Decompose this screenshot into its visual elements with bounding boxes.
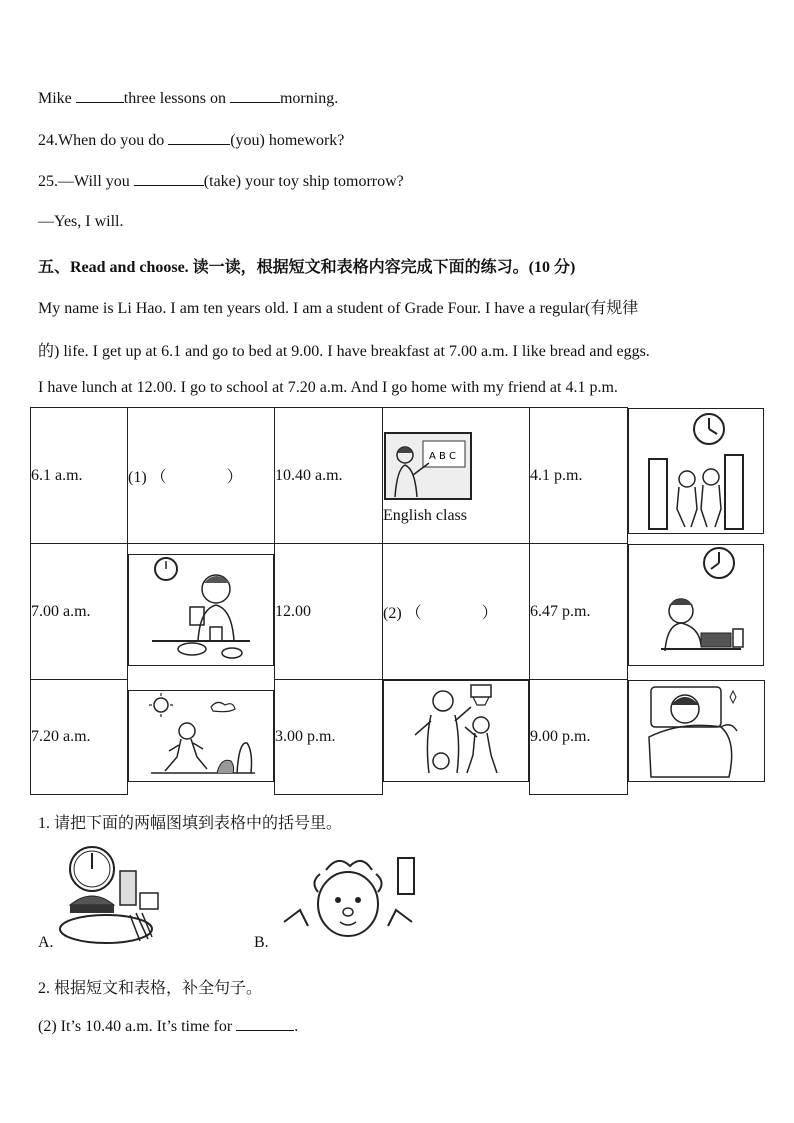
- passage-line-2: 的) life. I get up at 6.1 and go to bed at 9.00. I have breakfast at 7.00 a.m. I like bread and eggs.: [38, 343, 650, 360]
- going-to-school-picture: [141, 691, 261, 781]
- sleeping-picture: [641, 681, 751, 781]
- question-1: 1. 请把下面的两幅图填到表格中的括号里。: [38, 815, 343, 832]
- text: (2) It’s 10.40 a.m. It’s time for: [38, 1018, 237, 1035]
- option-a-label: A.: [38, 934, 54, 951]
- answer-cell-2[interactable]: [383, 544, 530, 680]
- going-to-school-picture-cell: [128, 690, 274, 782]
- passage-line-1: My name is Li Hao. I am ten years old. I am a student of Grade Four. I have a regular(有规律: [38, 300, 639, 317]
- option-a-lunch-picture[interactable]: [56, 843, 174, 953]
- text: 24.When do you do: [38, 132, 169, 149]
- text: (you) homework?: [230, 132, 345, 149]
- option-b-label: B.: [254, 934, 269, 951]
- time-cell: 6.1 a.m.: [31, 408, 128, 544]
- time-cell: 4.1 p.m.: [530, 408, 628, 544]
- exercise-line-25: [38, 171, 404, 191]
- breakfast-picture: [146, 555, 256, 665]
- close-paren: ）: [226, 469, 243, 486]
- teacher-blackboard-picture: [383, 427, 529, 503]
- schedule-table: [30, 407, 765, 795]
- exercise-line-23: [38, 88, 338, 108]
- question-2: 2. 根据短文和表格，补全句子。: [38, 980, 263, 997]
- text: Mike: [38, 90, 76, 107]
- answer-blank[interactable]: [230, 88, 280, 103]
- board-letters: A B C: [429, 450, 457, 462]
- going-home-picture-cell: [628, 408, 764, 534]
- table-row: [31, 680, 765, 795]
- sleeping-picture-cell: [628, 680, 765, 782]
- text: 25.—Will you: [38, 173, 134, 190]
- picture-caption: English class: [383, 506, 467, 524]
- time-cell: 7.00 a.m.: [31, 544, 128, 680]
- time-cell: 9.00 p.m.: [530, 680, 628, 795]
- time-cell: 10.40 a.m.: [275, 408, 383, 544]
- table-row: [31, 544, 765, 680]
- section-heading: 五、Read and choose. 读一读，根据短文和表格内容完成下面的练习。(10 分): [38, 259, 576, 276]
- close-paren: ）: [481, 605, 498, 622]
- answer-blank[interactable]: [168, 130, 230, 145]
- table-row: [31, 408, 765, 544]
- open-paren: （: [150, 469, 167, 486]
- going-home-picture: [641, 409, 751, 533]
- text: morning.: [279, 90, 339, 107]
- basketball-picture-cell: [383, 680, 529, 782]
- exercise-answer-line: —Yes, I will.: [38, 213, 124, 230]
- blank-label: (2): [383, 605, 402, 622]
- text: (take) your toy ship tomorrow?: [203, 173, 404, 190]
- answer-blank[interactable]: [76, 88, 124, 103]
- answer-blank[interactable]: [236, 1016, 294, 1031]
- basketball-picture: [401, 681, 511, 781]
- homework-picture-cell: [628, 544, 764, 666]
- text: .: [294, 1018, 299, 1035]
- time-cell: 7.20 a.m.: [31, 680, 128, 795]
- answer-blank[interactable]: [134, 171, 204, 186]
- blank-label: (1): [128, 469, 147, 486]
- breakfast-picture-cell: [128, 554, 274, 666]
- answer-cell-1[interactable]: [128, 408, 275, 544]
- time-cell: 3.00 p.m.: [275, 680, 383, 795]
- english-class-cell: [383, 408, 530, 544]
- passage-line-3: I have lunch at 12.00. I go to school at 7.20 a.m. And I go home with my friend at 4.1 p.m.: [38, 379, 618, 396]
- open-paren: （: [405, 605, 422, 622]
- exercise-line-24: [38, 130, 344, 150]
- option-b-girl-picture[interactable]: [280, 852, 416, 950]
- homework-picture: [641, 545, 751, 665]
- time-cell: 12.00: [275, 544, 383, 680]
- time-cell: 6.47 p.m.: [530, 544, 628, 680]
- question-2-item: [38, 1016, 298, 1036]
- text: three lessons on: [123, 90, 230, 107]
